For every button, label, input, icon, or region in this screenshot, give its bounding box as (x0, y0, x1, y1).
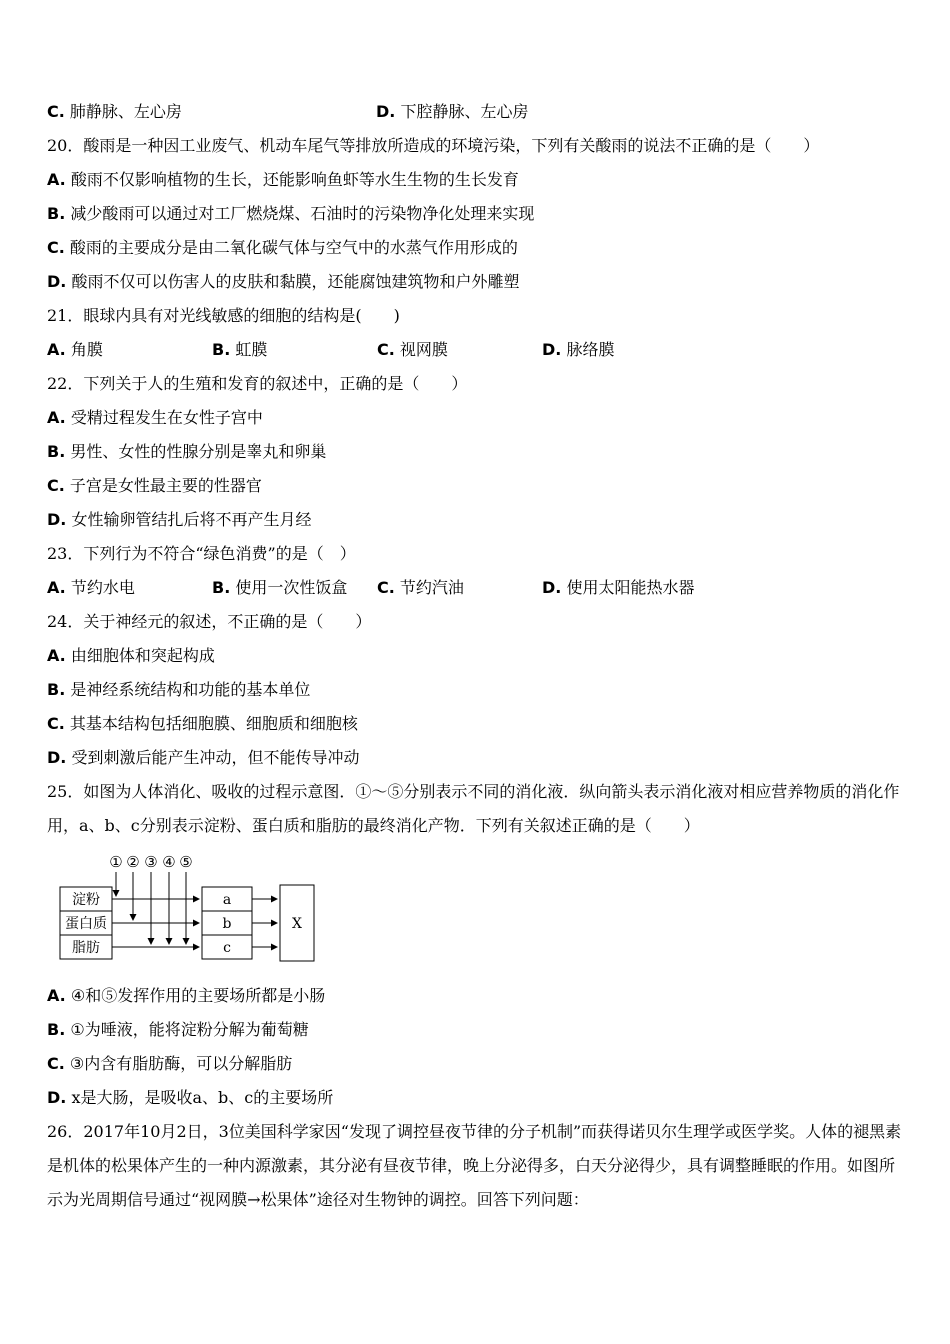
q22-option-a: A. 受精过程发生在女性子宫中 (47, 408, 263, 427)
q22-option-d: D. 女性输卵管结扎后将不再产生月经 (47, 510, 312, 529)
q20-option-c: C. 酸雨的主要成分是由二氧化碳气体与空气中的水蒸气作用形成的 (47, 238, 518, 257)
product-c: c (223, 940, 231, 956)
q19-option-d: D. 下腔静脉、左心房 (376, 102, 529, 121)
q24-option-c: C. 其基本结构包括细胞膜、细胞质和细胞核 (47, 714, 358, 733)
q22-option-c: C. 子宫是女性最主要的性器官 (47, 476, 262, 495)
nutrient-protein: 蛋白质 (65, 916, 107, 932)
q24-option-b: B. 是神经系统结构和功能的基本单位 (47, 680, 311, 699)
q26-stem: 26．2017年10月2日，3位美国科学家因“发现了调控昼夜节律的分子机制”而获得诺贝尔生理学或医学奖。人体的褪黑素是机体的松果体产生的一种内源激素，其分泌有昼夜节律，晚上分泌得多，白天分泌得少，具有调整睡眠的作用。如图所示为光周期信号通过“视网膜→松果体”途径对生物钟的调控。回答下列问题： (47, 1122, 902, 1209)
q20-option-b: B. 减少酸雨可以通过对工厂燃烧煤、石油时的污染物净化处理来实现 (47, 204, 535, 223)
q25-option-a: A. ④和⑤发挥作用的主要场所都是小肠 (47, 986, 326, 1005)
q24-option-a: A. 由细胞体和突起构成 (47, 646, 215, 665)
nutrient-fat: 脂肪 (72, 940, 100, 956)
q20-stem: 20．酸雨是一种因工业废气、机动车尾气等排放所造成的环境污染，下列有关酸雨的说法不正确的是（ ） (47, 136, 820, 155)
circle-label-1: ① (109, 853, 123, 871)
q22-option-b: B. 男性、女性的性腺分别是睾丸和卵巢 (47, 442, 327, 461)
circle-label-3: ③ (144, 853, 158, 871)
product-b: b (222, 916, 232, 932)
q23-option-c: C. 节约汽油 (377, 578, 464, 597)
q20-option-a: A. 酸雨不仅影响植物的生长，还能影响鱼虾等水生生物的生长发育 (47, 170, 519, 189)
q24-stem: 24．关于神经元的叙述，不正确的是（ ） (47, 612, 372, 631)
q25-option-c: C. ③内含有脂肪酶，可以分解脂肪 (47, 1054, 293, 1073)
circle-label-4: ④ (162, 853, 176, 871)
q23-option-d: D. 使用太阳能热水器 (542, 578, 695, 597)
q23-option-b: B. 使用一次性饭盒 (212, 578, 348, 597)
q21-option-d: D. 脉络膜 (542, 340, 615, 359)
q21-stem: 21．眼球内具有对光线敏感的细胞的结构是( ) (47, 306, 400, 325)
q21-option-c: C. 视网膜 (377, 340, 448, 359)
digestion-diagram (58, 852, 318, 962)
q23-stem: 23．下列行为不符合“绿色消费”的是（ ） (47, 544, 356, 563)
q19-option-c: C. 肺静脉、左心房 (47, 102, 182, 121)
q20-option-d: D. 酸雨不仅可以伤害人的皮肤和黏膜，还能腐蚀建筑物和户外雕塑 (47, 272, 520, 291)
product-a: a (222, 892, 232, 908)
nutrient-starch: 淀粉 (72, 892, 100, 908)
q25-option-d: D. x是大肠，是吸收a、b、c的主要场所 (47, 1088, 334, 1107)
q23-option-a: A. 节约水电 (47, 578, 135, 597)
q25-option-b: B. ①为唾液，能将淀粉分解为葡萄糖 (47, 1020, 309, 1039)
q21-option-b: B. 虹膜 (212, 340, 268, 359)
q25-stem: 25．如图为人体消化、吸收的过程示意图．①～⑤分别表示不同的消化液．纵向箭头表示消化液对相应营养物质的消化作用，a、b、c分别表示淀粉、蛋白质和脂肪的最终消化产物．下列有关叙述正确的是（ ） (47, 782, 900, 835)
q24-option-d: D. 受到刺激后能产生冲动，但不能传导冲动 (47, 748, 360, 767)
q22-stem: 22．下列关于人的生殖和发育的叙述中，正确的是（ ） (47, 374, 468, 393)
circle-label-2: ② (126, 853, 140, 871)
q21-option-a: A. 角膜 (47, 340, 103, 359)
circle-label-5: ⑤ (179, 853, 193, 871)
target-x: X (292, 916, 302, 932)
